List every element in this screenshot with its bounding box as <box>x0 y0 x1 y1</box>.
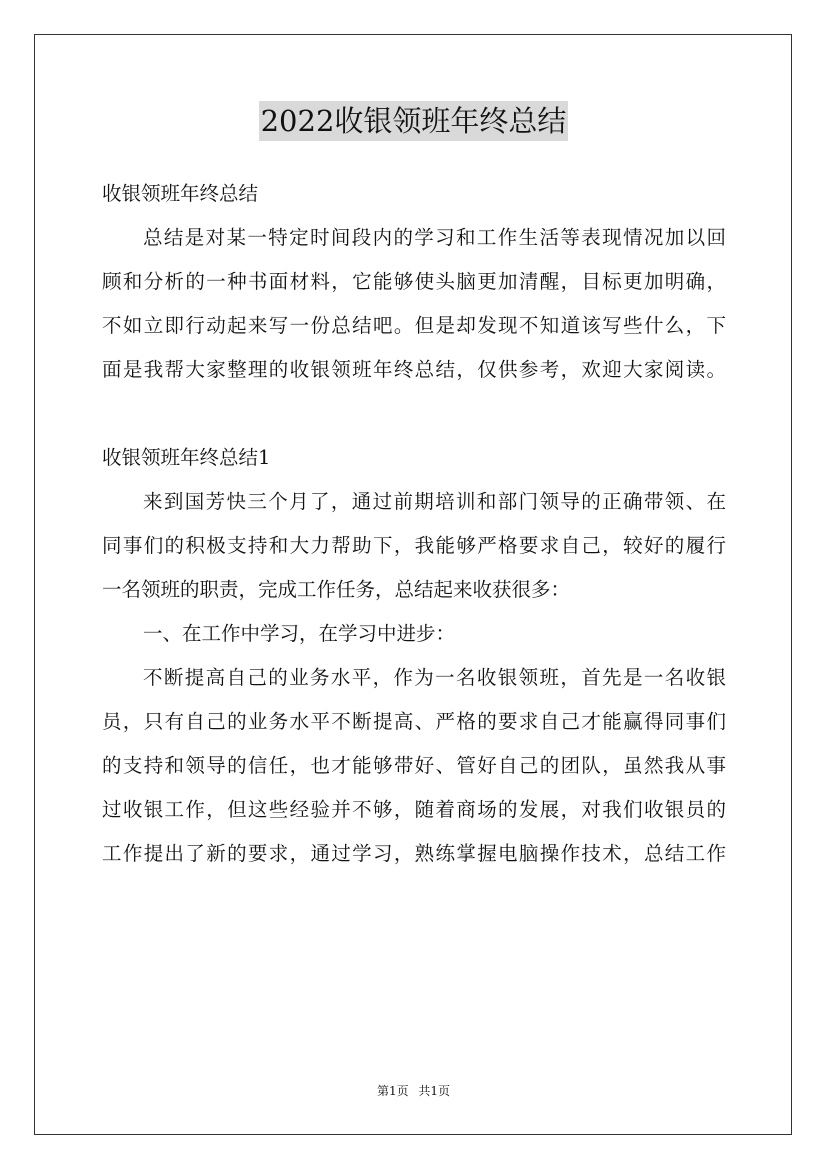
paragraph-line: 一名领班的职责，完成工作任务，总结起来收获很多： <box>102 578 571 601</box>
page-footer <box>0 1083 827 1099</box>
paragraph-line: 同事们的积极支持和大力帮助下，我能够严格要求自己，较好的履行 <box>102 534 726 557</box>
paragraph-line: 顾和分析的一种书面材料，它能够使头脑更加清醒，目标更加明确， <box>102 270 726 293</box>
page-total: 共1页 <box>418 1084 451 1098</box>
paragraph-line: 不断提高自己的业务水平，作为一名收银领班，首先是一名收银 <box>143 666 726 689</box>
paragraph-line: 工作提出了新的要求，通过学习，熟练掌握电脑操作技术，总结工作 <box>102 842 726 865</box>
section-heading: 收银领班年终总结1 <box>102 446 271 469</box>
document-title: 2022收银领班年终总结 <box>259 101 569 141</box>
subtitle: 收银领班年终总结 <box>102 182 259 205</box>
paragraph-line: 面是我帮大家整理的收银领班年终总结，仅供参考，欢迎大家阅读。 <box>102 358 726 381</box>
paragraph-line: 来到国芳快三个月了，通过前期培训和部门领导的正确带领、在 <box>143 490 726 513</box>
document-body <box>102 176 726 880</box>
sub-heading: 一、在工作中学习，在学习中进步： <box>143 622 456 645</box>
paragraph-gap <box>102 396 726 440</box>
paragraph-line: 的支持和领导的信任，也才能够带好、管好自己的团队，虽然我从事 <box>102 754 726 777</box>
paragraph-line: 员，只有自己的业务水平不断提高、严格的要求自己才能赢得同事们 <box>102 710 726 733</box>
title-container <box>0 101 827 141</box>
paragraph-line: 过收银工作，但这些经验并不够，随着商场的发展，对我们收银员的 <box>102 798 726 821</box>
paragraph-line: 总结是对某一特定时间段内的学习和工作生活等表现情况加以回 <box>143 226 726 249</box>
page-number: 第1页 <box>376 1084 409 1098</box>
paragraph-line: 不如立即行动起来写一份总结吧。但是却发现不知道该写些什么，下 <box>102 314 726 337</box>
